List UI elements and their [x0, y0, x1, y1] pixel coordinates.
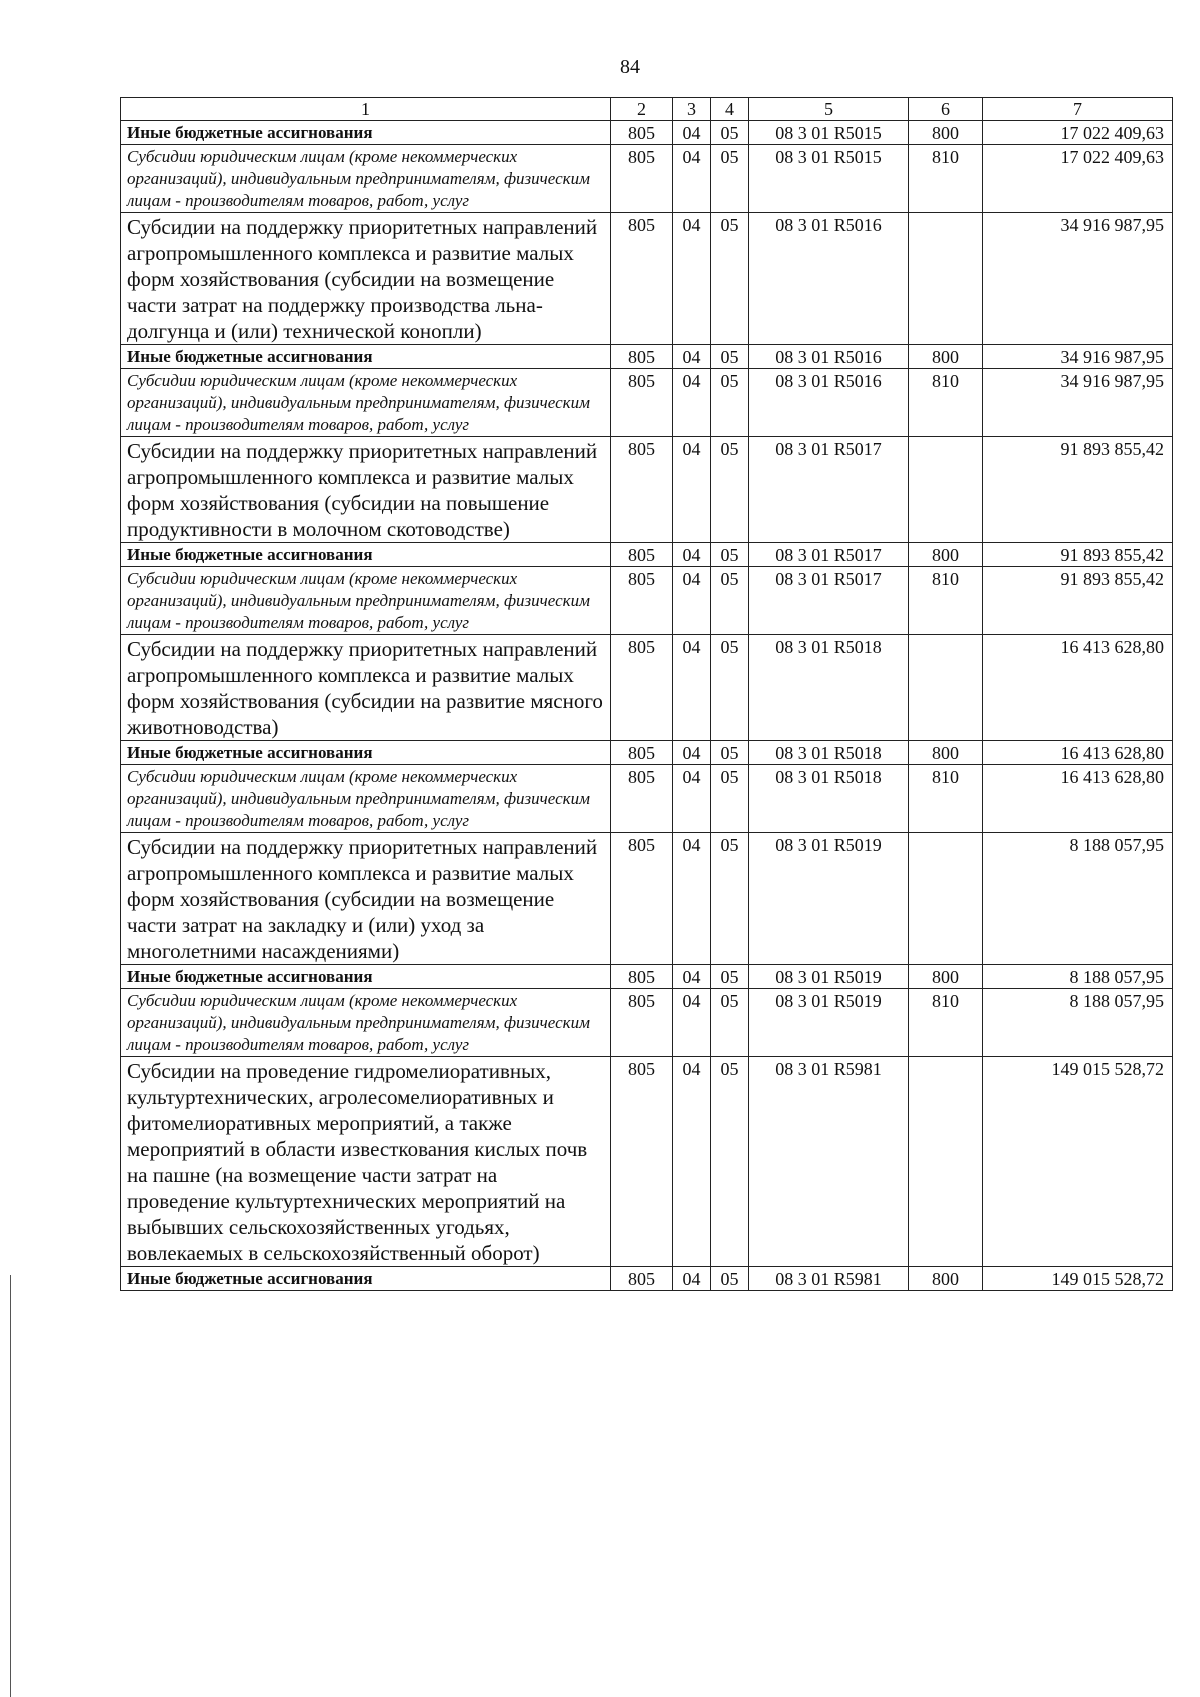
cell-target-article: 08 3 01 R5019	[749, 965, 909, 989]
cell-target-article: 08 3 01 R5018	[749, 635, 909, 741]
table-row	[121, 741, 1173, 765]
header-cell-2: 2	[611, 98, 673, 121]
table-header-row	[121, 98, 1173, 121]
budget-table	[120, 97, 1173, 1291]
table-row	[121, 543, 1173, 567]
cell-expense-type: 800	[909, 121, 983, 145]
cell-ministry-code: 805	[611, 1267, 673, 1291]
cell-subsection: 05	[711, 437, 749, 543]
cell-subsection: 05	[711, 989, 749, 1057]
cell-target-article: 08 3 01 R5017	[749, 567, 909, 635]
cell-expense-type: 810	[909, 765, 983, 833]
cell-expense-type: 800	[909, 543, 983, 567]
cell-expense-type: 800	[909, 741, 983, 765]
cell-ministry-code: 805	[611, 833, 673, 965]
cell-name: Субсидии юридическим лицам (кроме некоммерческих организаций), индивидуальным предпринимателям, физическим лицам - производителям товаров, работ, услуг	[121, 145, 611, 213]
cell-target-article: 08 3 01 R5016	[749, 213, 909, 345]
cell-subsection: 05	[711, 213, 749, 345]
table-row	[121, 833, 1173, 965]
cell-target-article: 08 3 01 R5016	[749, 369, 909, 437]
cell-target-article: 08 3 01 R5017	[749, 543, 909, 567]
header-cell-3: 3	[673, 98, 711, 121]
cell-name: Субсидии на поддержку приоритетных направлений агропромышленного комплекса и развитие малых форм хозяйствования (субсидии на развитие мясного животноводства)	[121, 635, 611, 741]
cell-amount: 8 188 057,95	[983, 833, 1173, 965]
cell-subsection: 05	[711, 965, 749, 989]
cell-amount: 91 893 855,42	[983, 567, 1173, 635]
table-row	[121, 989, 1173, 1057]
cell-amount: 149 015 528,72	[983, 1057, 1173, 1267]
cell-name: Субсидии на поддержку приоритетных направлений агропромышленного комплекса и развитие малых форм хозяйствования (субсидии на повышение продуктивности в молочном скотоводстве)	[121, 437, 611, 543]
cell-name: Иные бюджетные ассигнования	[121, 121, 611, 145]
cell-expense-type	[909, 833, 983, 965]
cell-expense-type: 800	[909, 965, 983, 989]
cell-subsection: 05	[711, 345, 749, 369]
cell-section: 04	[673, 345, 711, 369]
cell-target-article: 08 3 01 R5981	[749, 1057, 909, 1267]
cell-section: 04	[673, 1057, 711, 1267]
table-row	[121, 1057, 1173, 1267]
cell-name: Субсидии на поддержку приоритетных направлений агропромышленного комплекса и развитие малых форм хозяйствования (субсидии на возмещение части затрат на поддержку производства льна-долгунца и (или) технической конопли)	[121, 213, 611, 345]
cell-ministry-code: 805	[611, 765, 673, 833]
cell-subsection: 05	[711, 741, 749, 765]
cell-ministry-code: 805	[611, 1057, 673, 1267]
table-row	[121, 1267, 1173, 1291]
header-cell-1: 1	[121, 98, 611, 121]
cell-section: 04	[673, 145, 711, 213]
cell-name: Иные бюджетные ассигнования	[121, 741, 611, 765]
cell-name: Субсидии юридическим лицам (кроме некоммерческих организаций), индивидуальным предпринимателям, физическим лицам - производителям товаров, работ, услуг	[121, 369, 611, 437]
cell-expense-type	[909, 635, 983, 741]
cell-amount: 17 022 409,63	[983, 121, 1173, 145]
cell-section: 04	[673, 765, 711, 833]
cell-name: Иные бюджетные ассигнования	[121, 543, 611, 567]
cell-expense-type: 810	[909, 989, 983, 1057]
cell-section: 04	[673, 369, 711, 437]
cell-ministry-code: 805	[611, 635, 673, 741]
header-cell-7: 7	[983, 98, 1173, 121]
cell-target-article: 08 3 01 R5017	[749, 437, 909, 543]
table-body	[121, 98, 1173, 1291]
cell-expense-type: 800	[909, 1267, 983, 1291]
cell-subsection: 05	[711, 635, 749, 741]
cell-amount: 34 916 987,95	[983, 213, 1173, 345]
cell-subsection: 05	[711, 833, 749, 965]
table-row	[121, 345, 1173, 369]
cell-amount: 34 916 987,95	[983, 369, 1173, 437]
table-row	[121, 437, 1173, 543]
cell-section: 04	[673, 213, 711, 345]
cell-amount: 8 188 057,95	[983, 965, 1173, 989]
cell-amount: 8 188 057,95	[983, 989, 1173, 1057]
cell-amount: 16 413 628,80	[983, 635, 1173, 741]
table-row	[121, 213, 1173, 345]
cell-ministry-code: 805	[611, 567, 673, 635]
cell-expense-type	[909, 437, 983, 543]
cell-ministry-code: 805	[611, 543, 673, 567]
cell-name: Субсидии юридическим лицам (кроме некоммерческих организаций), индивидуальным предпринимателям, физическим лицам - производителям товаров, работ, услуг	[121, 989, 611, 1057]
cell-ministry-code: 805	[611, 345, 673, 369]
cell-target-article: 08 3 01 R5015	[749, 121, 909, 145]
cell-expense-type	[909, 213, 983, 345]
cell-target-article: 08 3 01 R5019	[749, 833, 909, 965]
header-cell-4: 4	[711, 98, 749, 121]
cell-section: 04	[673, 965, 711, 989]
cell-ministry-code: 805	[611, 437, 673, 543]
cell-section: 04	[673, 989, 711, 1057]
cell-section: 04	[673, 1267, 711, 1291]
cell-amount: 16 413 628,80	[983, 765, 1173, 833]
table-row	[121, 369, 1173, 437]
cell-section: 04	[673, 567, 711, 635]
cell-expense-type: 800	[909, 345, 983, 369]
table-row	[121, 765, 1173, 833]
header-cell-5: 5	[749, 98, 909, 121]
cell-name: Иные бюджетные ассигнования	[121, 345, 611, 369]
cell-ministry-code: 805	[611, 121, 673, 145]
cell-expense-type: 810	[909, 369, 983, 437]
cell-expense-type	[909, 1057, 983, 1267]
cell-amount: 149 015 528,72	[983, 1267, 1173, 1291]
cell-subsection: 05	[711, 1267, 749, 1291]
cell-target-article: 08 3 01 R5018	[749, 765, 909, 833]
table-row	[121, 121, 1173, 145]
cell-amount: 17 022 409,63	[983, 145, 1173, 213]
cell-section: 04	[673, 543, 711, 567]
cell-amount: 91 893 855,42	[983, 437, 1173, 543]
cell-section: 04	[673, 635, 711, 741]
cell-ministry-code: 805	[611, 989, 673, 1057]
cell-name: Субсидии юридическим лицам (кроме некоммерческих организаций), индивидуальным предпринимателям, физическим лицам - производителям товаров, работ, услуг	[121, 765, 611, 833]
cell-name: Иные бюджетные ассигнования	[121, 965, 611, 989]
cell-section: 04	[673, 833, 711, 965]
cell-subsection: 05	[711, 369, 749, 437]
cell-amount: 91 893 855,42	[983, 543, 1173, 567]
cell-target-article: 08 3 01 R5981	[749, 1267, 909, 1291]
cell-subsection: 05	[711, 145, 749, 213]
cell-section: 04	[673, 437, 711, 543]
table-row	[121, 145, 1173, 213]
page-number: 84	[620, 56, 640, 78]
cell-target-article: 08 3 01 R5015	[749, 145, 909, 213]
table-row	[121, 965, 1173, 989]
cell-subsection: 05	[711, 543, 749, 567]
cell-ministry-code: 805	[611, 369, 673, 437]
cell-subsection: 05	[711, 121, 749, 145]
cell-subsection: 05	[711, 765, 749, 833]
cell-target-article: 08 3 01 R5018	[749, 741, 909, 765]
header-cell-6: 6	[909, 98, 983, 121]
cell-ministry-code: 805	[611, 213, 673, 345]
cell-subsection: 05	[711, 567, 749, 635]
cell-expense-type: 810	[909, 145, 983, 213]
cell-amount: 16 413 628,80	[983, 741, 1173, 765]
cell-section: 04	[673, 741, 711, 765]
table-row	[121, 567, 1173, 635]
cell-amount: 34 916 987,95	[983, 345, 1173, 369]
cell-expense-type: 810	[909, 567, 983, 635]
cell-section: 04	[673, 121, 711, 145]
cell-name: Субсидии на проведение гидромелиоративных, культуртехнических, агролесомелиоративных и фитомелиоративных мероприятий, а также мероприятий в области известкования кислых почв на пашне (на возмещение части затрат на проведение культуртехнических мероприятий на выбывших сельскохозяйственных угодьях, вовлекаемых в сельскохозяйственный оборот)	[121, 1057, 611, 1267]
cell-name: Иные бюджетные ассигнования	[121, 1267, 611, 1291]
scan-edge-line	[10, 1275, 11, 1697]
table-row	[121, 635, 1173, 741]
cell-target-article: 08 3 01 R5019	[749, 989, 909, 1057]
cell-ministry-code: 805	[611, 741, 673, 765]
cell-target-article: 08 3 01 R5016	[749, 345, 909, 369]
cell-name: Субсидии юридическим лицам (кроме некоммерческих организаций), индивидуальным предпринимателям, физическим лицам - производителям товаров, работ, услуг	[121, 567, 611, 635]
cell-subsection: 05	[711, 1057, 749, 1267]
cell-name: Субсидии на поддержку приоритетных направлений агропромышленного комплекса и развитие малых форм хозяйствования (субсидии на возмещение части затрат на закладку и (или) уход за многолетними насаждениями)	[121, 833, 611, 965]
cell-ministry-code: 805	[611, 145, 673, 213]
cell-ministry-code: 805	[611, 965, 673, 989]
